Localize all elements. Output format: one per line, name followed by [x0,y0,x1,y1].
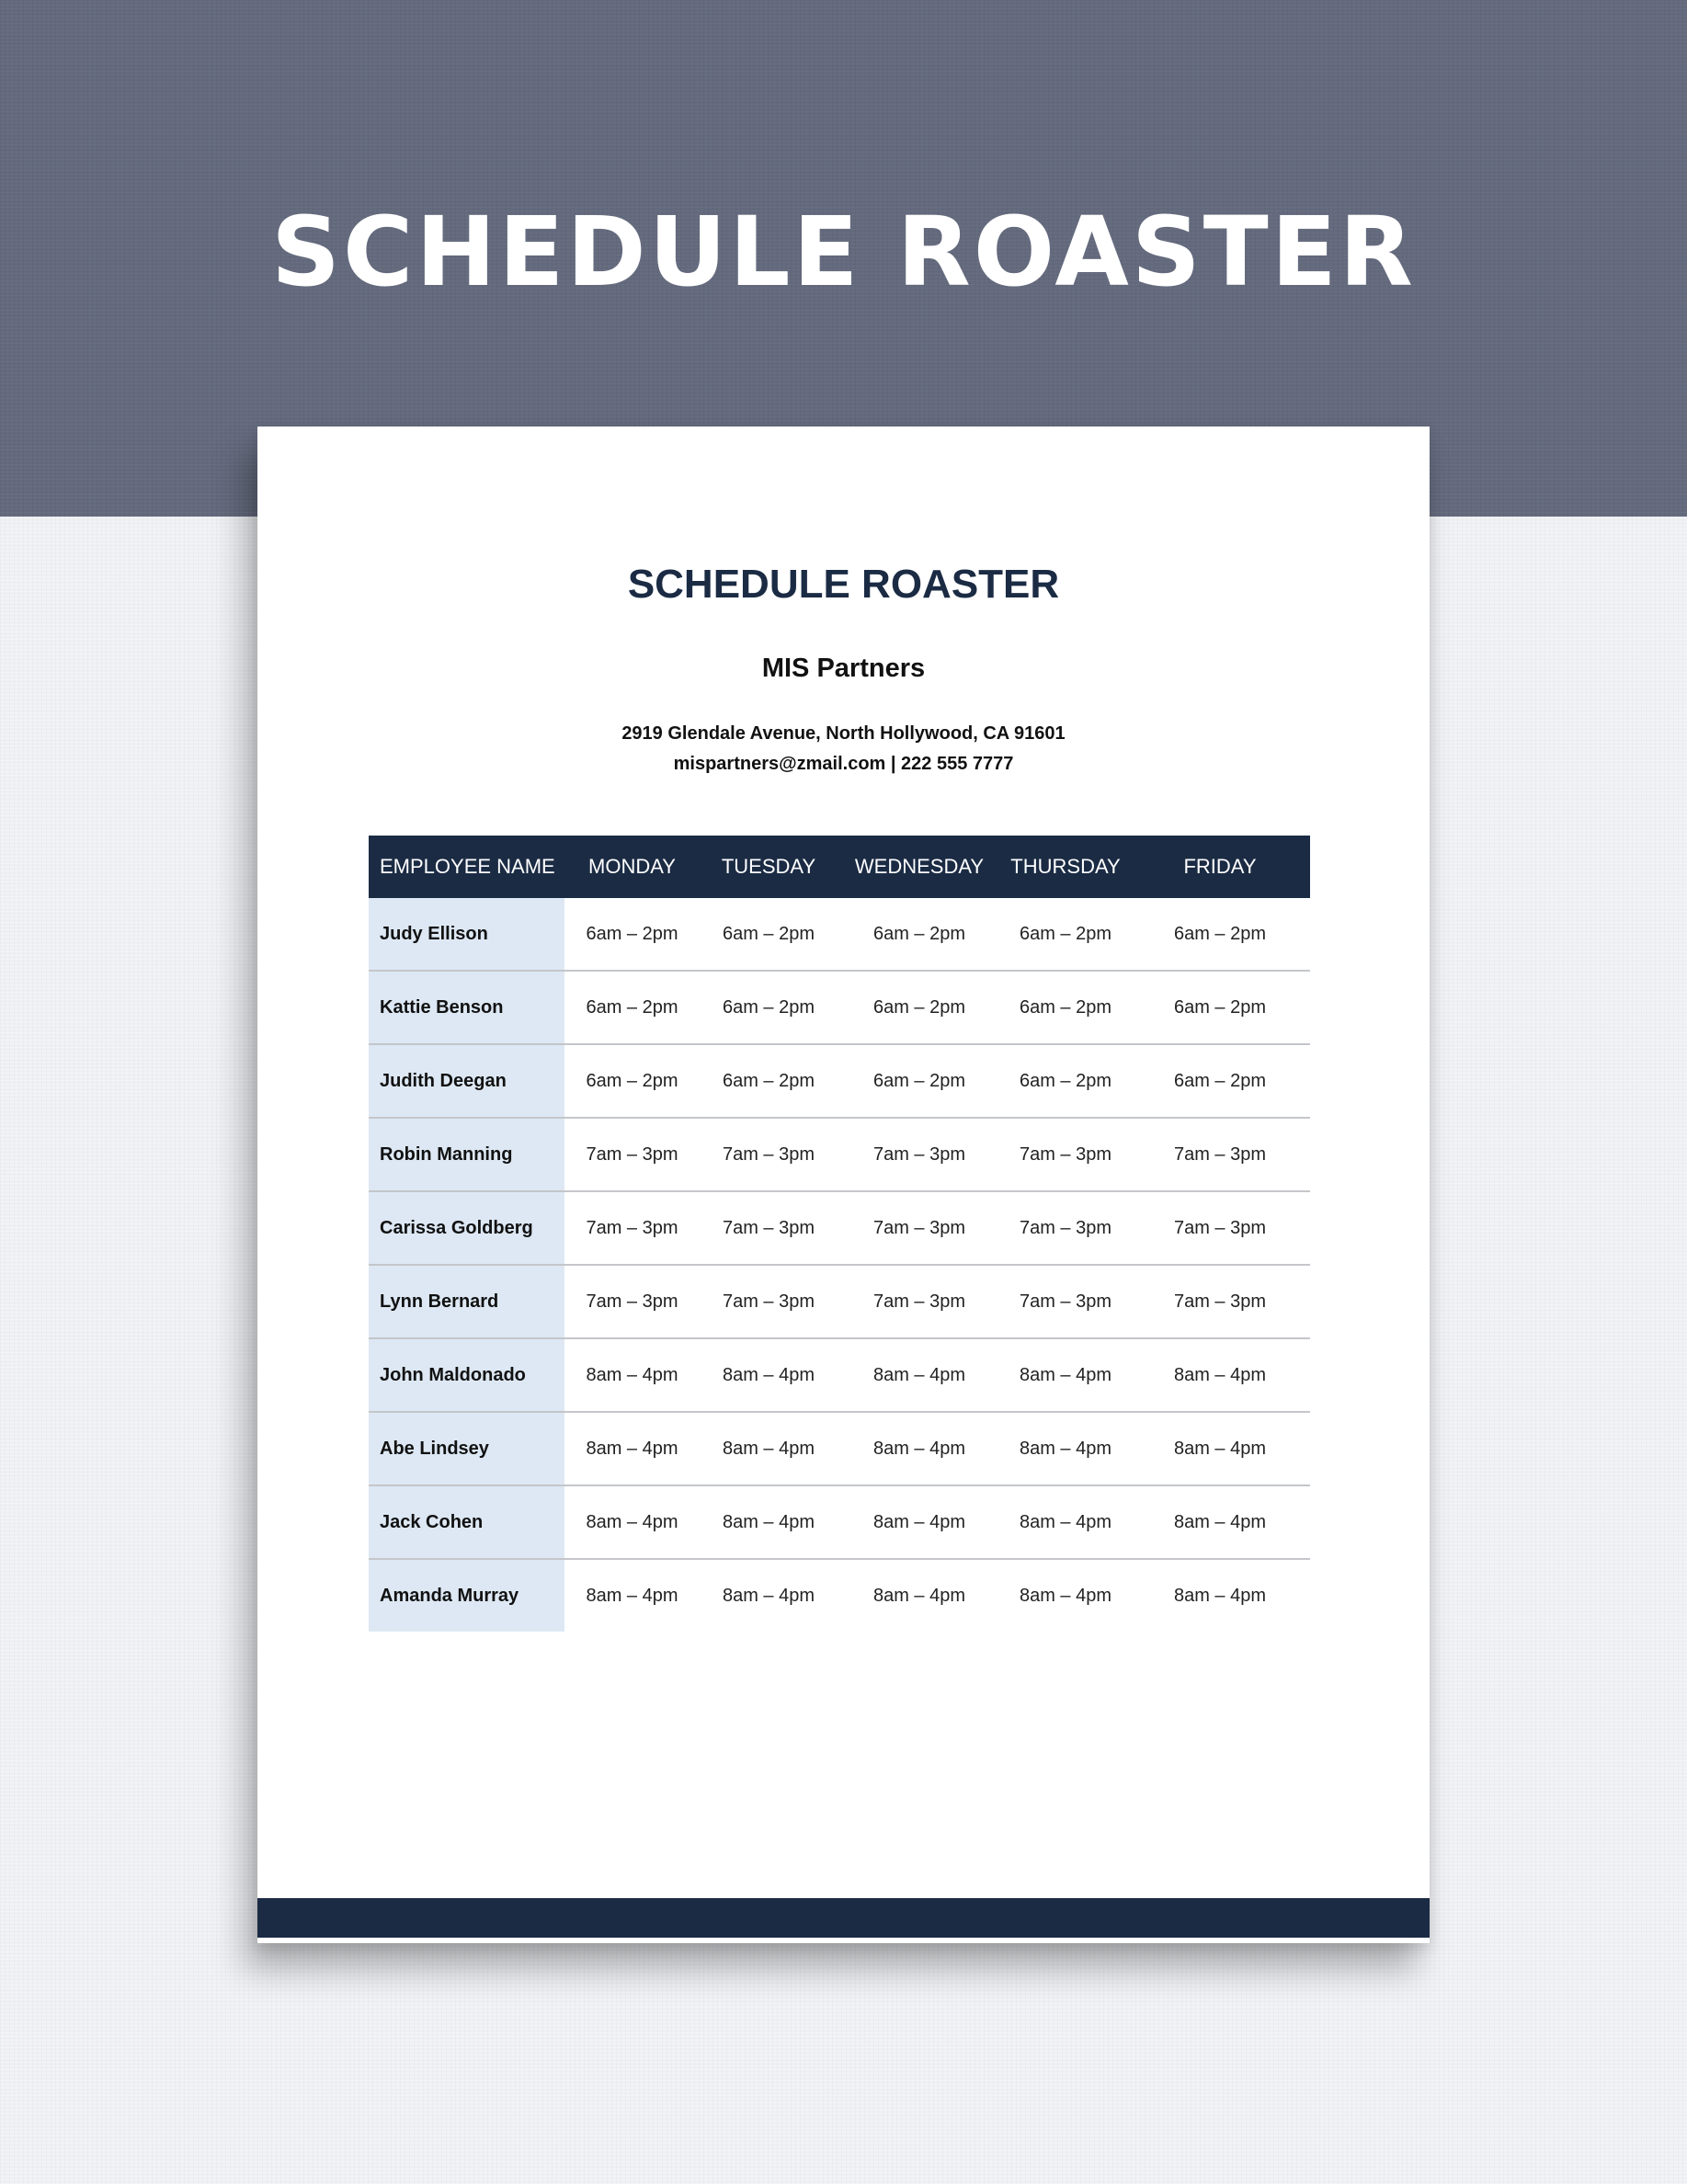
shift-cell: 8am – 4pm [1130,1485,1310,1559]
shift-cell: 7am – 3pm [1001,1191,1130,1265]
document-title: SCHEDULE ROASTER [627,562,1060,607]
shift-cell: 8am – 4pm [700,1485,838,1559]
schedule-table [369,836,1310,1632]
shift-cell: 6am – 2pm [838,898,1001,971]
shift-cell: 7am – 3pm [1001,1118,1130,1191]
shift-cell: 8am – 4pm [1001,1485,1130,1559]
footer-bar [257,1898,1430,1938]
shift-cell: 6am – 2pm [700,898,838,971]
shift-cell: 6am – 2pm [838,1044,1001,1118]
shift-cell: 8am – 4pm [722,1585,815,1606]
shift-cell: 6am – 2pm [1001,898,1130,971]
shift-cell: 7am – 3pm [838,1118,1001,1191]
employee-name-cell: John Maldonado [369,1338,564,1412]
schedule-table-body [369,898,1310,1632]
shift-cell: 6am – 2pm [1001,971,1130,1044]
table-row [369,1265,1310,1338]
shift-cell: 7am – 3pm [700,1118,838,1191]
employee-name-cell: Amanda Murray [369,1559,564,1632]
table-row [369,1044,1310,1118]
employee-name-cell: Carissa Goldberg [369,1191,564,1265]
shift-cell: 6am – 2pm [1130,898,1310,971]
company-contact: mispartners@zmail.com | 222 555 7777 [673,754,1014,774]
employee-name-cell: Robin Manning [369,1118,564,1191]
table-row [369,898,1310,971]
shift-cell: 7am – 3pm [564,1118,700,1191]
shift-cell: 8am – 4pm [838,1412,1001,1485]
shift-cell: 8am – 4pm [564,1485,700,1559]
header-wednesday: WEDNESDAY [838,836,1001,898]
shift-cell: 6am – 2pm [1001,1044,1130,1118]
banner-title: SCHEDULE ROASTER [271,196,1416,308]
employee-name-cell: Jack Cohen [369,1485,564,1559]
shift-cell: 6am – 2pm [1130,1044,1310,1118]
employee-name-cell: Judy Ellison [369,898,564,971]
shift-cell: 7am – 3pm [1001,1265,1130,1338]
shift-cell: 8am – 4pm [838,1338,1001,1412]
shift-cell: 6am – 2pm [838,971,1001,1044]
header-thursday: THURSDAY [1001,836,1130,898]
table-row [369,1118,1310,1191]
shift-cell: 8am – 4pm [872,1585,966,1606]
header-friday: FRIDAY [1130,836,1310,898]
shift-cell: 8am – 4pm [1001,1412,1130,1485]
shift-cell: 6am – 2pm [700,971,838,1044]
employee-name-cell: Judith Deegan [369,1044,564,1118]
shift-cell: 8am – 4pm [1130,1412,1310,1485]
table-row [369,1191,1310,1265]
shift-cell: 8am – 4pm [586,1585,678,1606]
table-row [369,1338,1310,1412]
company-name: MIS Partners [761,654,926,683]
shift-cell: 8am – 4pm [564,1338,700,1412]
shift-cell: 7am – 3pm [1130,1265,1310,1338]
shift-cell: 8am – 4pm [1019,1585,1112,1606]
header-monday: MONDAY [564,836,700,898]
shift-cell: 7am – 3pm [564,1265,700,1338]
table-row [369,971,1310,1044]
employee-name-cell: Kattie Benson [369,971,564,1044]
shift-cell: 7am – 3pm [700,1265,838,1338]
shift-cell: 8am – 4pm [700,1412,838,1485]
company-address: 2919 Glendale Avenue, North Hollywood, CA 91601 [621,723,1066,744]
shift-cell: 7am – 3pm [838,1191,1001,1265]
header-tuesday: TUESDAY [700,836,838,898]
table-row [369,1412,1310,1485]
shift-cell: 8am – 4pm [1130,1338,1310,1412]
document-sheet [257,427,1430,1943]
shift-cell: 8am – 4pm [700,1338,838,1412]
table-row [369,1559,1310,1632]
shift-cell: 8am – 4pm [1173,1585,1267,1606]
shift-cell: 7am – 3pm [564,1191,700,1265]
shift-cell: 8am – 4pm [838,1485,1001,1559]
shift-cell: 6am – 2pm [564,971,700,1044]
shift-cell: 6am – 2pm [564,898,700,971]
table-header-row [369,836,1310,898]
shift-cell: 8am – 4pm [564,1412,700,1485]
shift-cell: 7am – 3pm [1130,1191,1310,1265]
shift-cell: 7am – 3pm [1130,1118,1310,1191]
shift-cell: 6am – 2pm [1130,971,1310,1044]
header-employee-name: EMPLOYEE NAME [369,836,564,898]
shift-cell: 6am – 2pm [564,1044,700,1118]
employee-name-cell: Abe Lindsey [369,1412,564,1485]
shift-cell: 8am – 4pm [1001,1338,1130,1412]
shift-cell: 7am – 3pm [838,1265,1001,1338]
shift-cell: 6am – 2pm [700,1044,838,1118]
shift-cell: 7am – 3pm [700,1191,838,1265]
table-row [369,1485,1310,1559]
employee-name-cell: Lynn Bernard [369,1265,564,1338]
